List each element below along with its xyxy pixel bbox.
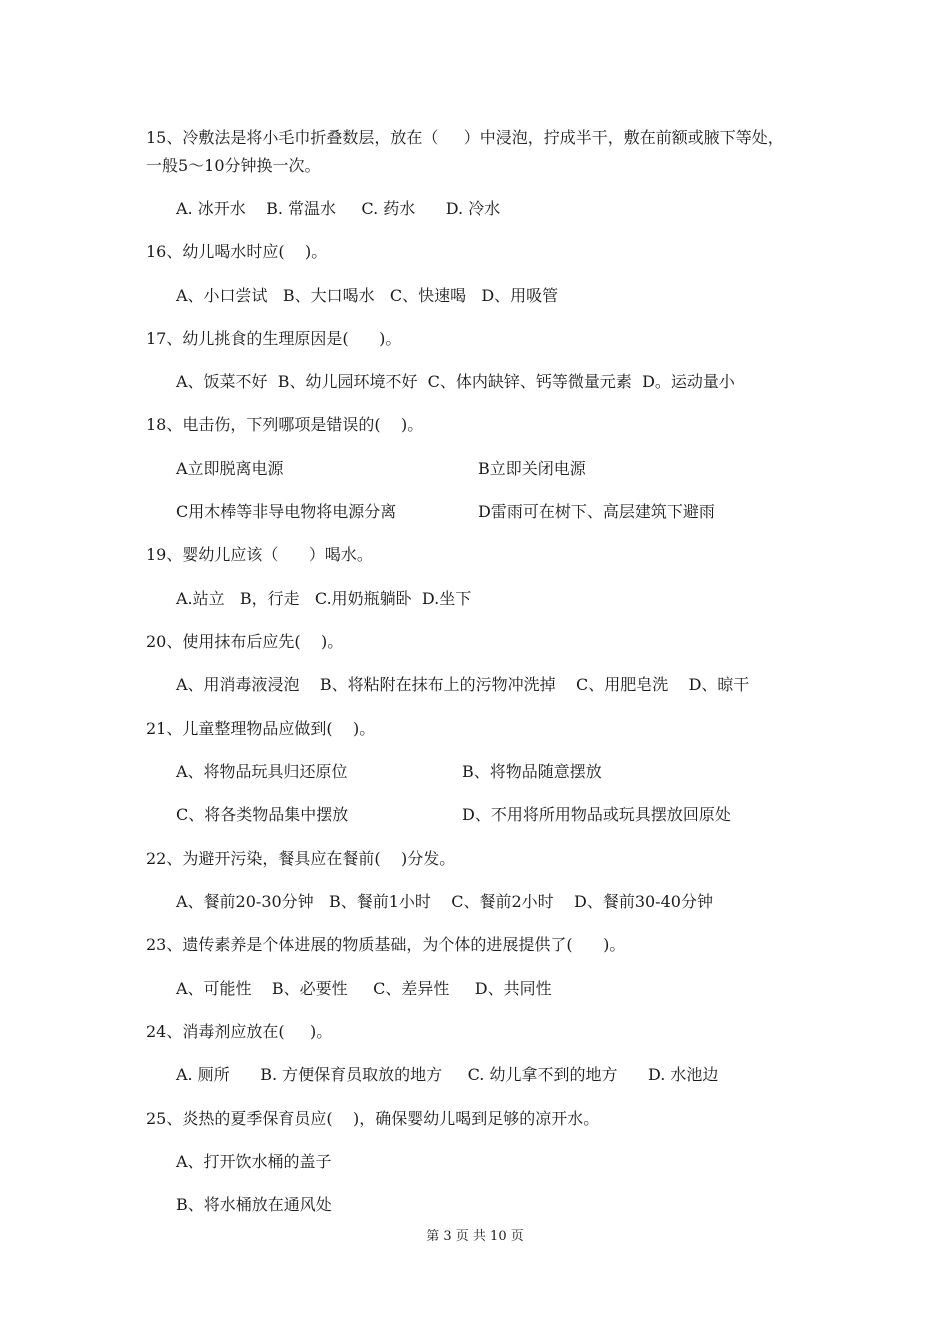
question-19-options: A.站立 B，行走 C.用奶瓶躺卧 D.坐下 [176,589,472,608]
question-16-options: A、小口尝试 B、大口喝水 C、快速喝 D、用吸管 [176,286,559,305]
page-number-footer: 第 3 页 共 10 页 [426,1229,524,1244]
question-19-stem: 19、婴幼儿应该（ ）喝水。 [146,545,373,564]
question-18-option-a: A立即脱离电源 [176,459,284,478]
question-23-stem: 23、遗传素养是个体进展的物质基础，为个体的进展提供了( )。 [146,935,626,954]
question-25-option-a: A、打开饮水桶的盖子 [176,1152,332,1171]
question-24-options: A. 厕所 B. 方便保育员取放的地方 C. 幼儿拿不到的地方 D. 水池边 [176,1065,719,1084]
question-18-option-d: D雷雨可在树下、高层建筑下避雨 [478,502,715,521]
question-24-stem: 24、消毒剂应放在( )。 [146,1022,333,1041]
question-18-stem: 18、电击伤，下列哪项是错误的( )。 [146,415,424,434]
question-17-options: A、饭菜不好 B、幼儿园环境不好 C、体内缺锌、钙等微量元素 D。运动量小 [176,372,735,391]
question-18-option-c: C用木棒等非导电物将电源分离 [176,502,397,521]
question-21-option-d: D、不用将所用物品或玩具摆放回原处 [462,805,731,824]
question-18-option-b: B立即关闭电源 [478,459,586,478]
question-20-stem: 20、使用抹布后应先( )。 [146,632,344,651]
question-15-options: A. 冰开水 B. 常温水 C. 药水 D. 冷水 [176,199,501,218]
question-22-options: A、餐前20-30分钟 B、餐前1小时 C、餐前2小时 D、餐前30-40分钟 [176,892,713,911]
question-20-options: A、用消毒液浸泡 B、将粘附在抹布上的污物冲洗掉 C、用肥皂洗 D、晾干 [176,675,750,694]
question-22-stem: 22、为避开污染，餐具应在餐前( )分发。 [146,849,456,868]
question-25-stem: 25、炎热的夏季保育员应( )，确保婴幼儿喝到足够的凉开水。 [146,1109,600,1128]
question-15-stem: 15、冷敷法是将小毛巾折叠数层，放在（ ）中浸泡，拧成半干，敷在前额或腋下等处， [146,128,784,147]
question-16-stem: 16、幼儿喝水时应( )。 [146,242,328,261]
question-15-stem-continued: 一般5～10分钟换一次。 [146,156,321,175]
question-17-stem: 17、幼儿挑食的生理原因是( )。 [146,329,402,348]
question-21-option-b: B、将物品随意摆放 [462,762,602,781]
question-21-stem: 21、儿童整理物品应做到( )。 [146,719,376,738]
question-25-option-b: B、将水桶放在通风处 [176,1195,332,1214]
question-21-option-a: A、将物品玩具归还原位 [176,762,348,781]
question-23-options: A、可能性 B、必要性 C、差异性 D、共同性 [176,979,552,998]
question-21-option-c: C、将各类物品集中摆放 [176,805,349,824]
